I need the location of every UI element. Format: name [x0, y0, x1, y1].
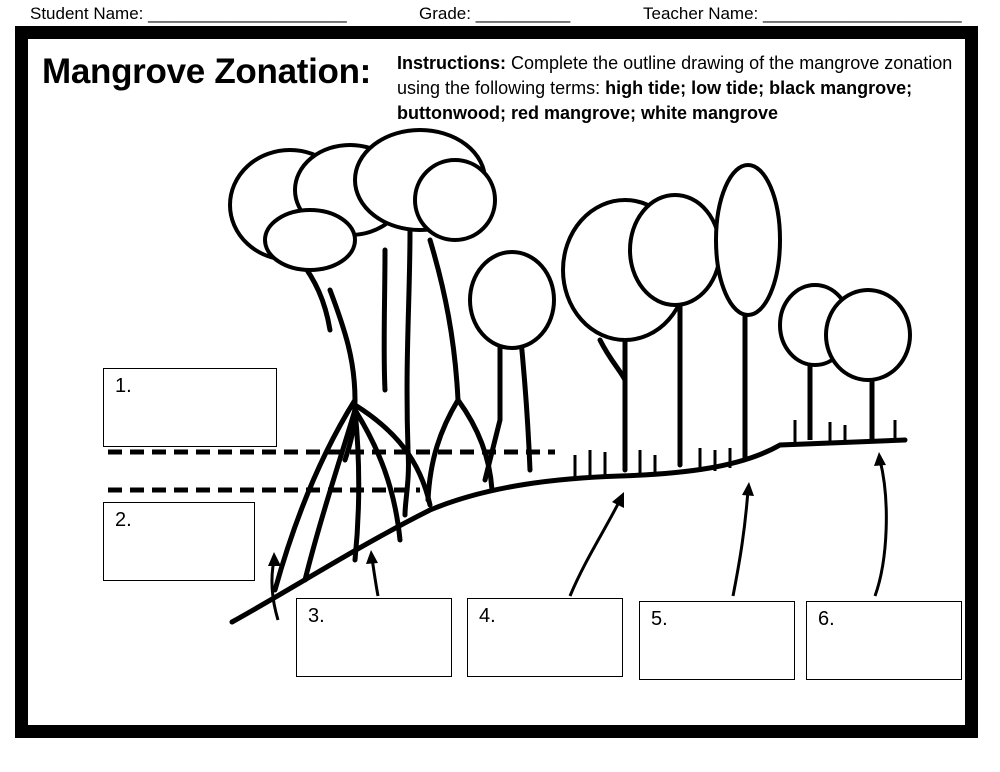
instructions-text: Complete the outline drawing of the mangrove zonation using the following terms:: [397, 53, 953, 98]
answer-box-3[interactable]: [296, 598, 452, 677]
box-number: 1.: [115, 375, 132, 397]
arrow-5: [733, 490, 748, 596]
box-number: 5.: [651, 608, 668, 630]
page-title: Mangrove Zonation:: [42, 52, 372, 91]
grade-field[interactable]: Grade: __________: [419, 4, 571, 23]
answer-box-5[interactable]: [639, 601, 795, 680]
box-number: 2.: [115, 509, 132, 531]
buttonwood-canopy: [716, 165, 780, 315]
student-name-field[interactable]: Student Name: _____________________: [30, 4, 347, 23]
box-number: 3.: [308, 605, 325, 627]
answer-box-2[interactable]: [103, 502, 255, 581]
upland-trees: [780, 285, 910, 440]
arrow-4: [570, 500, 620, 596]
arrow-6: [875, 460, 886, 596]
box-number: 4.: [479, 605, 496, 627]
black-mangrove-canopy: [470, 252, 554, 348]
arrow-3: [372, 558, 378, 596]
answer-box-1[interactable]: [103, 368, 277, 447]
instructions-terms: high tide; low tide; black mangrove; buttonwood; red mangrove; white mangrove: [397, 78, 913, 123]
black-mangrove: [485, 330, 530, 480]
instructions-lead: Instructions:: [397, 53, 507, 73]
answer-box-6[interactable]: [806, 601, 962, 680]
answer-box-4[interactable]: [467, 598, 623, 677]
teacher-name-field[interactable]: Teacher Name: _____________________: [643, 4, 962, 23]
box-number: 6.: [818, 608, 835, 630]
pointer-arrows: [272, 460, 886, 620]
shoreline-slope: [232, 440, 905, 622]
red-mangrove-canopy: [230, 130, 495, 270]
